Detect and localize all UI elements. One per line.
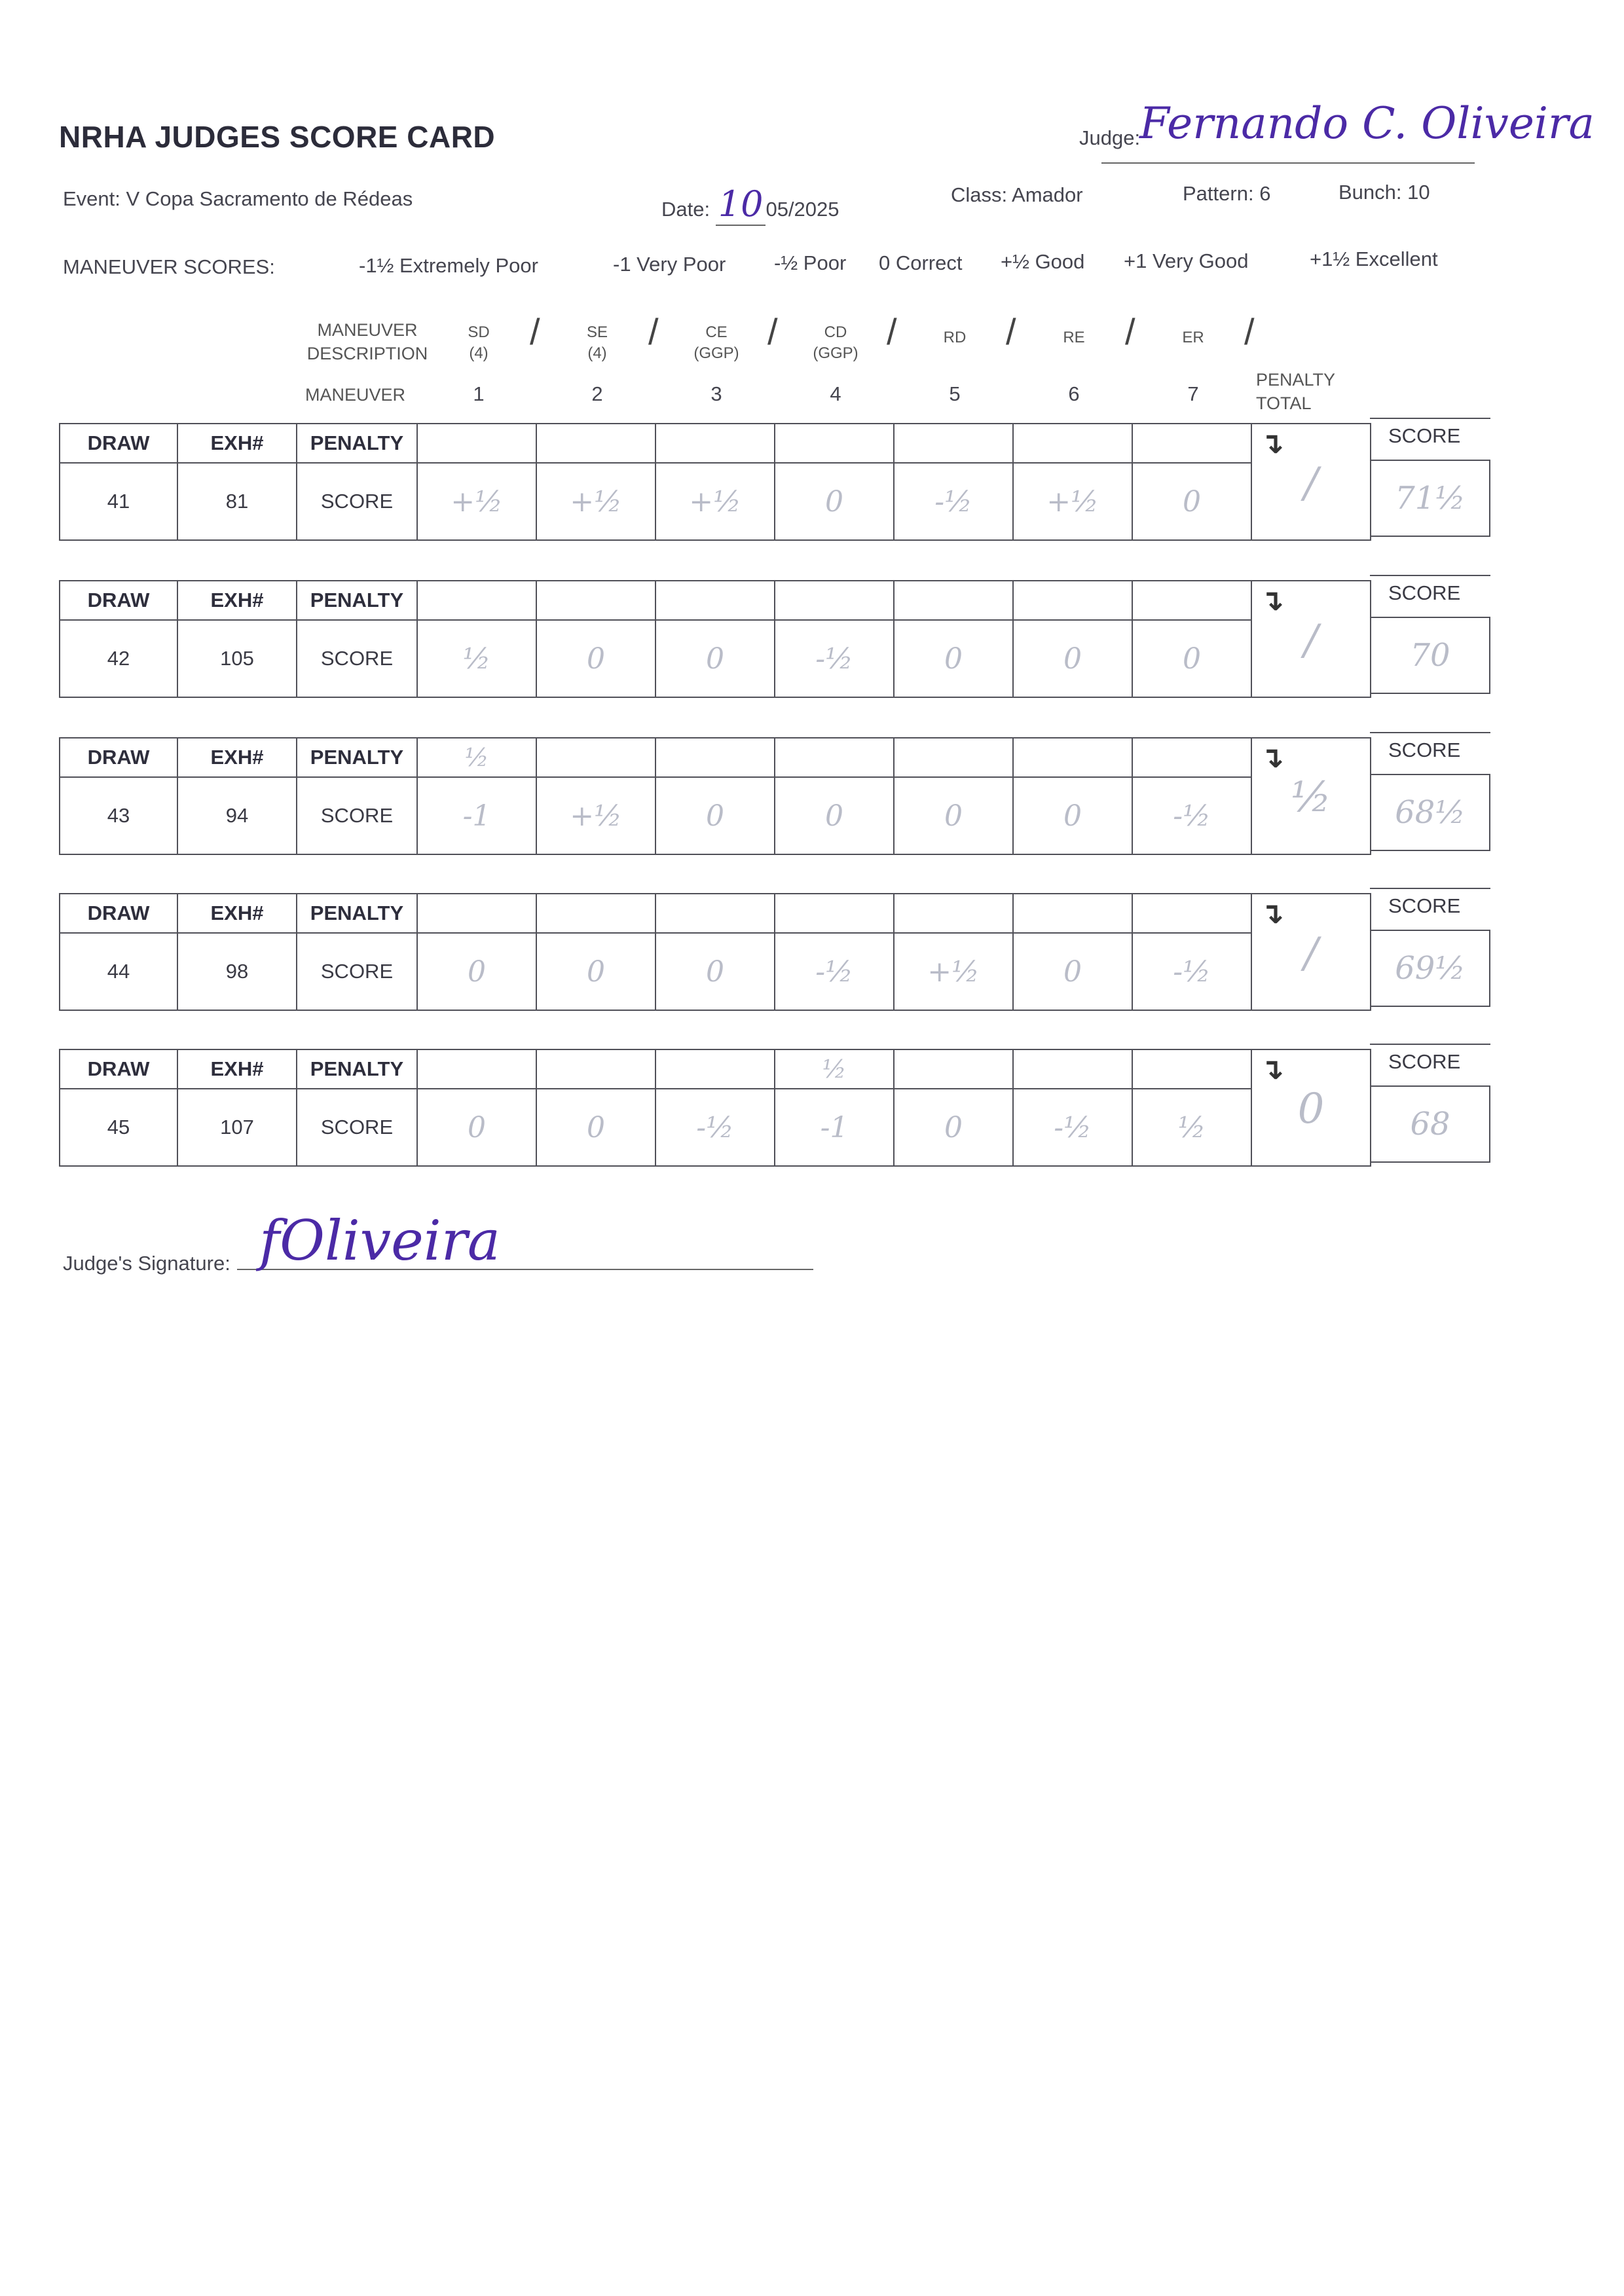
penalty-cell-1 <box>416 423 537 464</box>
maneuver-score-cell-6 <box>1012 462 1133 541</box>
maneuver-code-text: CD <box>824 323 847 341</box>
penalty-row-label: PENALTY <box>296 423 418 464</box>
penalty-cell-5 <box>893 423 1014 464</box>
maneuver-score-cell-5 <box>893 462 1014 541</box>
score-header-line <box>1370 575 1490 576</box>
total-score-cell <box>1370 1085 1490 1163</box>
total-score-value: 68 <box>1410 1106 1450 1142</box>
maneuver-score-value: 0 <box>1063 642 1082 676</box>
exh-value: 94 <box>177 776 297 855</box>
maneuver-score-value: +½ <box>570 799 622 833</box>
event-field <box>63 187 413 211</box>
maneuver-separator: / <box>1125 311 1135 352</box>
draw-value: 43 <box>59 776 178 855</box>
maneuver-score-value: 0 <box>944 642 963 676</box>
maneuver-score-cell-4 <box>774 462 895 541</box>
maneuver-score-value: 0 <box>944 799 963 833</box>
maneuver-score-value: -1 <box>820 1110 849 1144</box>
class-field <box>951 183 1083 207</box>
penalty-cell-3 <box>655 1049 775 1089</box>
maneuver-scores-label: MANEUVER SCORES: <box>63 255 275 278</box>
maneuver-number-6: 6 <box>1068 382 1080 405</box>
card-title: NRHA JUDGES SCORE CARD <box>59 120 496 154</box>
penalty-cell-4 <box>774 737 895 778</box>
maneuver-score-value: 0 <box>1063 799 1082 833</box>
maneuver-score-cell-1 <box>416 619 537 698</box>
maneuver-code-3 <box>677 322 756 365</box>
penalty-total-cell <box>1251 893 1371 1011</box>
score-header: SCORE <box>1388 894 1461 917</box>
event-value: V Copa Sacramento de Rédeas <box>126 187 413 210</box>
maneuver-score-cell-2 <box>536 776 656 855</box>
penalty-row-label: PENALTY <box>296 893 418 934</box>
score-header-line <box>1370 732 1490 733</box>
penalty-cell-5 <box>893 737 1014 778</box>
penalty-cell-6 <box>1012 737 1133 778</box>
maneuver-score-value: +½ <box>689 484 741 519</box>
maneuver-score-cell-6 <box>1012 1088 1133 1167</box>
penalty-value: ½ <box>822 1055 847 1084</box>
penalty-cell-3 <box>655 423 775 464</box>
maneuver-score-cell-5 <box>893 932 1014 1011</box>
penalty-total-value: / <box>1304 616 1318 665</box>
scale-very-good: +1 Very Good <box>1124 249 1249 272</box>
exh-header: EXH# <box>177 893 297 934</box>
class-label: Class: <box>951 183 1008 206</box>
penalty-cell-5 <box>893 893 1014 934</box>
scale-very-poor: -1 Very Poor <box>613 253 726 276</box>
penalty-cell-7 <box>1132 1049 1252 1089</box>
penalty-cell-1 <box>416 893 537 934</box>
exh-header: EXH# <box>177 580 297 621</box>
maneuver-score-cell-2 <box>536 619 656 698</box>
maneuver-score-cell-5 <box>893 776 1014 855</box>
bunch-field <box>1338 181 1430 204</box>
penalty-total-value: / <box>1304 929 1318 977</box>
maneuver-code-1 <box>439 322 518 365</box>
maneuver-separator: / <box>887 311 897 352</box>
entry-block-44 <box>59 893 1505 1017</box>
penalty-total-cell <box>1251 423 1371 541</box>
maneuver-separator: / <box>1006 311 1016 352</box>
maneuver-score-value: ½ <box>1177 1110 1206 1144</box>
class-value: Amador <box>1012 183 1083 206</box>
penalty-arrow-icon: ↴ <box>1260 1053 1284 1085</box>
maneuver-score-cell-3 <box>655 462 775 541</box>
event-label: Event: <box>63 187 120 210</box>
maneuver-score-cell-2 <box>536 932 656 1011</box>
maneuver-number-5: 5 <box>949 382 961 405</box>
draw-value: 42 <box>59 619 178 698</box>
penalty-cell-3 <box>655 893 775 934</box>
penalty-arrow-icon: ↴ <box>1260 428 1284 460</box>
judge-label: Judge: <box>1079 126 1141 149</box>
draw-header: DRAW <box>59 737 178 778</box>
maneuver-score-value: 0 <box>706 799 724 833</box>
score-header: SCORE <box>1388 738 1461 761</box>
score-row-label: SCORE <box>296 776 418 855</box>
maneuver-score-value: 0 <box>706 955 724 989</box>
penalty-cell-6 <box>1012 580 1133 621</box>
maneuver-score-cell-6 <box>1012 776 1133 855</box>
maneuver-score-value: +½ <box>451 484 503 519</box>
date-day-handwritten: 10 <box>716 183 766 226</box>
draw-header: DRAW <box>59 580 178 621</box>
maneuver-code-sub: (4) <box>587 344 607 363</box>
penalty-arrow-icon: ↴ <box>1260 742 1284 774</box>
maneuver-number-7: 7 <box>1187 382 1199 405</box>
maneuver-description-label <box>305 318 430 366</box>
score-header-line <box>1370 888 1490 889</box>
maneuver-score-cell-1 <box>416 776 537 855</box>
total-score-cell <box>1370 930 1490 1007</box>
exh-value: 98 <box>177 932 297 1011</box>
maneuver-code-text: SD <box>468 323 490 341</box>
maneuver-code-text: RE <box>1063 329 1085 346</box>
exh-value: 107 <box>177 1088 297 1167</box>
maneuver-number-label: MANEUVER <box>305 385 406 405</box>
penalty-cell-7 <box>1132 580 1252 621</box>
penalty-value: ½ <box>464 743 489 772</box>
maneuver-description-line-2: DESCRIPTION <box>306 344 428 364</box>
date-label: Date: <box>661 198 710 221</box>
maneuver-score-value: -½ <box>1173 955 1211 989</box>
penalty-cell-2 <box>536 893 656 934</box>
penalty-cell-1 <box>416 580 537 621</box>
maneuver-score-value: 0 <box>587 642 605 676</box>
maneuver-score-cell-7 <box>1132 462 1252 541</box>
penalty-cell-5 <box>893 580 1014 621</box>
maneuver-description-line-1: MANEUVER <box>317 320 418 340</box>
exh-header: EXH# <box>177 1049 297 1089</box>
maneuver-score-value: -½ <box>815 955 853 989</box>
maneuver-score-cell-2 <box>536 1088 656 1167</box>
maneuver-code-sub: (4) <box>469 344 489 363</box>
maneuver-score-value: 0 <box>1183 484 1201 519</box>
scale-correct: 0 Correct <box>879 251 963 274</box>
maneuver-score-cell-1 <box>416 932 537 1011</box>
penalty-cell-2 <box>536 423 656 464</box>
maneuver-score-value: -½ <box>815 642 853 676</box>
penalty-total-cell <box>1251 737 1371 855</box>
scale-good: +½ Good <box>1001 250 1085 273</box>
total-score-value: 71½ <box>1395 480 1466 517</box>
maneuver-score-cell-4 <box>774 932 895 1011</box>
penalty-cell-4 <box>774 893 895 934</box>
draw-header: DRAW <box>59 1049 178 1089</box>
penalty-cell-1 <box>416 737 537 778</box>
score-header: SCORE <box>1388 424 1461 447</box>
judge-name-handwritten: Fernando C. Oliveira <box>1139 98 1595 149</box>
maneuver-score-cell-6 <box>1012 619 1133 698</box>
penalty-cell-4 <box>774 423 895 464</box>
bunch-label: Bunch: <box>1338 181 1402 204</box>
penalty-cell-4 <box>774 1049 895 1089</box>
scale-excellent: +1½ Excellent <box>1310 247 1438 270</box>
penalty-cell-7 <box>1132 423 1252 464</box>
penalty-row-label: PENALTY <box>296 737 418 778</box>
maneuver-score-value: +½ <box>1046 484 1099 519</box>
penalty-total-cell <box>1251 580 1371 698</box>
maneuver-score-cell-6 <box>1012 932 1133 1011</box>
maneuver-score-cell-5 <box>893 1088 1014 1167</box>
exh-value: 105 <box>177 619 297 698</box>
total-score-value: 70 <box>1410 637 1450 674</box>
maneuver-score-value: -½ <box>1173 799 1211 833</box>
maneuver-score-cell-4 <box>774 1088 895 1167</box>
maneuver-separator: / <box>530 311 540 352</box>
entry-block-42 <box>59 580 1505 704</box>
maneuver-score-cell-7 <box>1132 619 1252 698</box>
maneuver-score-cell-7 <box>1132 776 1252 855</box>
maneuver-separator: / <box>1244 311 1255 352</box>
exh-header: EXH# <box>177 737 297 778</box>
penalty-cell-3 <box>655 737 775 778</box>
penalty-total-cell <box>1251 1049 1371 1167</box>
judge-name-line <box>1101 162 1475 164</box>
maneuver-score-value: -1 <box>462 799 491 833</box>
score-row-label: SCORE <box>296 1088 418 1167</box>
maneuver-score-value: 0 <box>825 484 843 519</box>
maneuver-code-text: ER <box>1182 329 1204 346</box>
maneuver-score-value: 0 <box>468 955 486 989</box>
maneuver-score-value: +½ <box>570 484 622 519</box>
pattern-value: 6 <box>1259 182 1271 205</box>
score-row-label: SCORE <box>296 619 418 698</box>
score-header-line <box>1370 1044 1490 1045</box>
maneuver-number-3: 3 <box>710 382 722 405</box>
penalty-row-label: PENALTY <box>296 580 418 621</box>
maneuver-score-cell-3 <box>655 776 775 855</box>
maneuver-score-value: 0 <box>706 642 724 676</box>
total-score-cell <box>1370 774 1490 851</box>
maneuver-number-4: 4 <box>830 382 841 405</box>
maneuver-code-4 <box>796 322 875 365</box>
draw-value: 45 <box>59 1088 178 1167</box>
maneuver-code-6 <box>1035 327 1113 348</box>
score-header: SCORE <box>1388 1050 1461 1073</box>
judge-signature-handwritten: fOliveira <box>259 1209 500 1273</box>
maneuver-score-cell-4 <box>774 776 895 855</box>
maneuver-separator: / <box>767 311 778 352</box>
total-score-value: 69½ <box>1395 950 1466 987</box>
penalty-cell-5 <box>893 1049 1014 1089</box>
bunch-value: 10 <box>1407 181 1430 204</box>
penalty-cell-1 <box>416 1049 537 1089</box>
penalty-total-line-1: PENALTY <box>1256 370 1336 390</box>
exh-value: 81 <box>177 462 297 541</box>
maneuver-score-value: 0 <box>944 1110 963 1144</box>
maneuver-score-cell-7 <box>1132 1088 1252 1167</box>
score-row-label: SCORE <box>296 462 418 541</box>
maneuver-score-cell-4 <box>774 619 895 698</box>
pattern-field <box>1183 182 1270 206</box>
entry-block-45 <box>59 1049 1505 1173</box>
maneuver-code-sub: (GGP) <box>693 344 739 363</box>
penalty-cell-2 <box>536 737 656 778</box>
draw-header: DRAW <box>59 423 178 464</box>
score-header-line <box>1370 418 1490 419</box>
penalty-cell-7 <box>1132 737 1252 778</box>
maneuver-score-value: 0 <box>1063 955 1082 989</box>
maneuver-code-5 <box>915 327 994 348</box>
maneuver-number-2: 2 <box>591 382 603 405</box>
penalty-total-value: 0 <box>1297 1085 1325 1133</box>
maneuver-score-cell-5 <box>893 619 1014 698</box>
maneuver-score-cell-1 <box>416 462 537 541</box>
maneuver-code-7 <box>1154 327 1232 348</box>
score-row-label: SCORE <box>296 932 418 1011</box>
draw-value: 41 <box>59 462 178 541</box>
penalty-cell-2 <box>536 1049 656 1089</box>
penalty-total-line-2: TOTAL <box>1256 393 1312 414</box>
maneuver-score-value: 0 <box>1183 642 1201 676</box>
penalty-arrow-icon: ↴ <box>1260 585 1284 617</box>
draw-header: DRAW <box>59 893 178 934</box>
maneuver-score-cell-1 <box>416 1088 537 1167</box>
maneuver-score-cell-3 <box>655 932 775 1011</box>
maneuver-score-value: 0 <box>587 1110 605 1144</box>
date-field <box>661 183 840 225</box>
maneuver-score-cell-3 <box>655 619 775 698</box>
penalty-arrow-icon: ↴ <box>1260 898 1284 930</box>
total-score-cell <box>1370 460 1490 537</box>
judge-signature-label: Judge's Signature: <box>63 1252 231 1275</box>
penalty-cell-7 <box>1132 893 1252 934</box>
maneuver-score-cell-3 <box>655 1088 775 1167</box>
maneuver-code-2 <box>558 322 637 365</box>
maneuver-score-value: -½ <box>1054 1110 1092 1144</box>
maneuver-number-1: 1 <box>473 382 485 405</box>
total-score-cell <box>1370 617 1490 694</box>
maneuver-code-text: CE <box>705 323 728 341</box>
total-score-value: 68½ <box>1395 794 1466 831</box>
maneuver-score-value: 0 <box>825 799 843 833</box>
pattern-label: Pattern: <box>1183 182 1254 205</box>
draw-value: 44 <box>59 932 178 1011</box>
scale-poor: -½ Poor <box>774 251 847 274</box>
penalty-cell-6 <box>1012 1049 1133 1089</box>
maneuver-score-value: +½ <box>927 955 980 989</box>
maneuver-score-value: -½ <box>696 1110 734 1144</box>
maneuver-score-cell-2 <box>536 462 656 541</box>
penalty-cell-2 <box>536 580 656 621</box>
penalty-total-label <box>1256 368 1348 416</box>
maneuver-code-text: SE <box>586 323 608 341</box>
penalty-cell-6 <box>1012 893 1133 934</box>
maneuver-separator: / <box>648 311 659 352</box>
maneuver-code-text: RD <box>943 329 967 346</box>
maneuver-score-cell-7 <box>1132 932 1252 1011</box>
maneuver-score-value: 0 <box>468 1110 486 1144</box>
scale-extremely-poor: -1½ Extremely Poor <box>359 254 538 277</box>
score-header: SCORE <box>1388 581 1461 604</box>
maneuver-score-value: -½ <box>934 484 972 519</box>
entry-block-41 <box>59 423 1505 547</box>
penalty-row-label: PENALTY <box>296 1049 418 1089</box>
penalty-cell-3 <box>655 580 775 621</box>
penalty-total-value: ½ <box>1290 773 1332 822</box>
penalty-cell-4 <box>774 580 895 621</box>
date-rest: 05/2025 <box>766 198 840 221</box>
maneuver-score-value: 0 <box>587 955 605 989</box>
entry-block-43 <box>59 737 1505 862</box>
exh-header: EXH# <box>177 423 297 464</box>
maneuver-score-value: ½ <box>462 642 491 676</box>
penalty-cell-6 <box>1012 423 1133 464</box>
penalty-total-value: / <box>1304 459 1318 507</box>
maneuver-code-sub: (GGP) <box>813 344 858 363</box>
